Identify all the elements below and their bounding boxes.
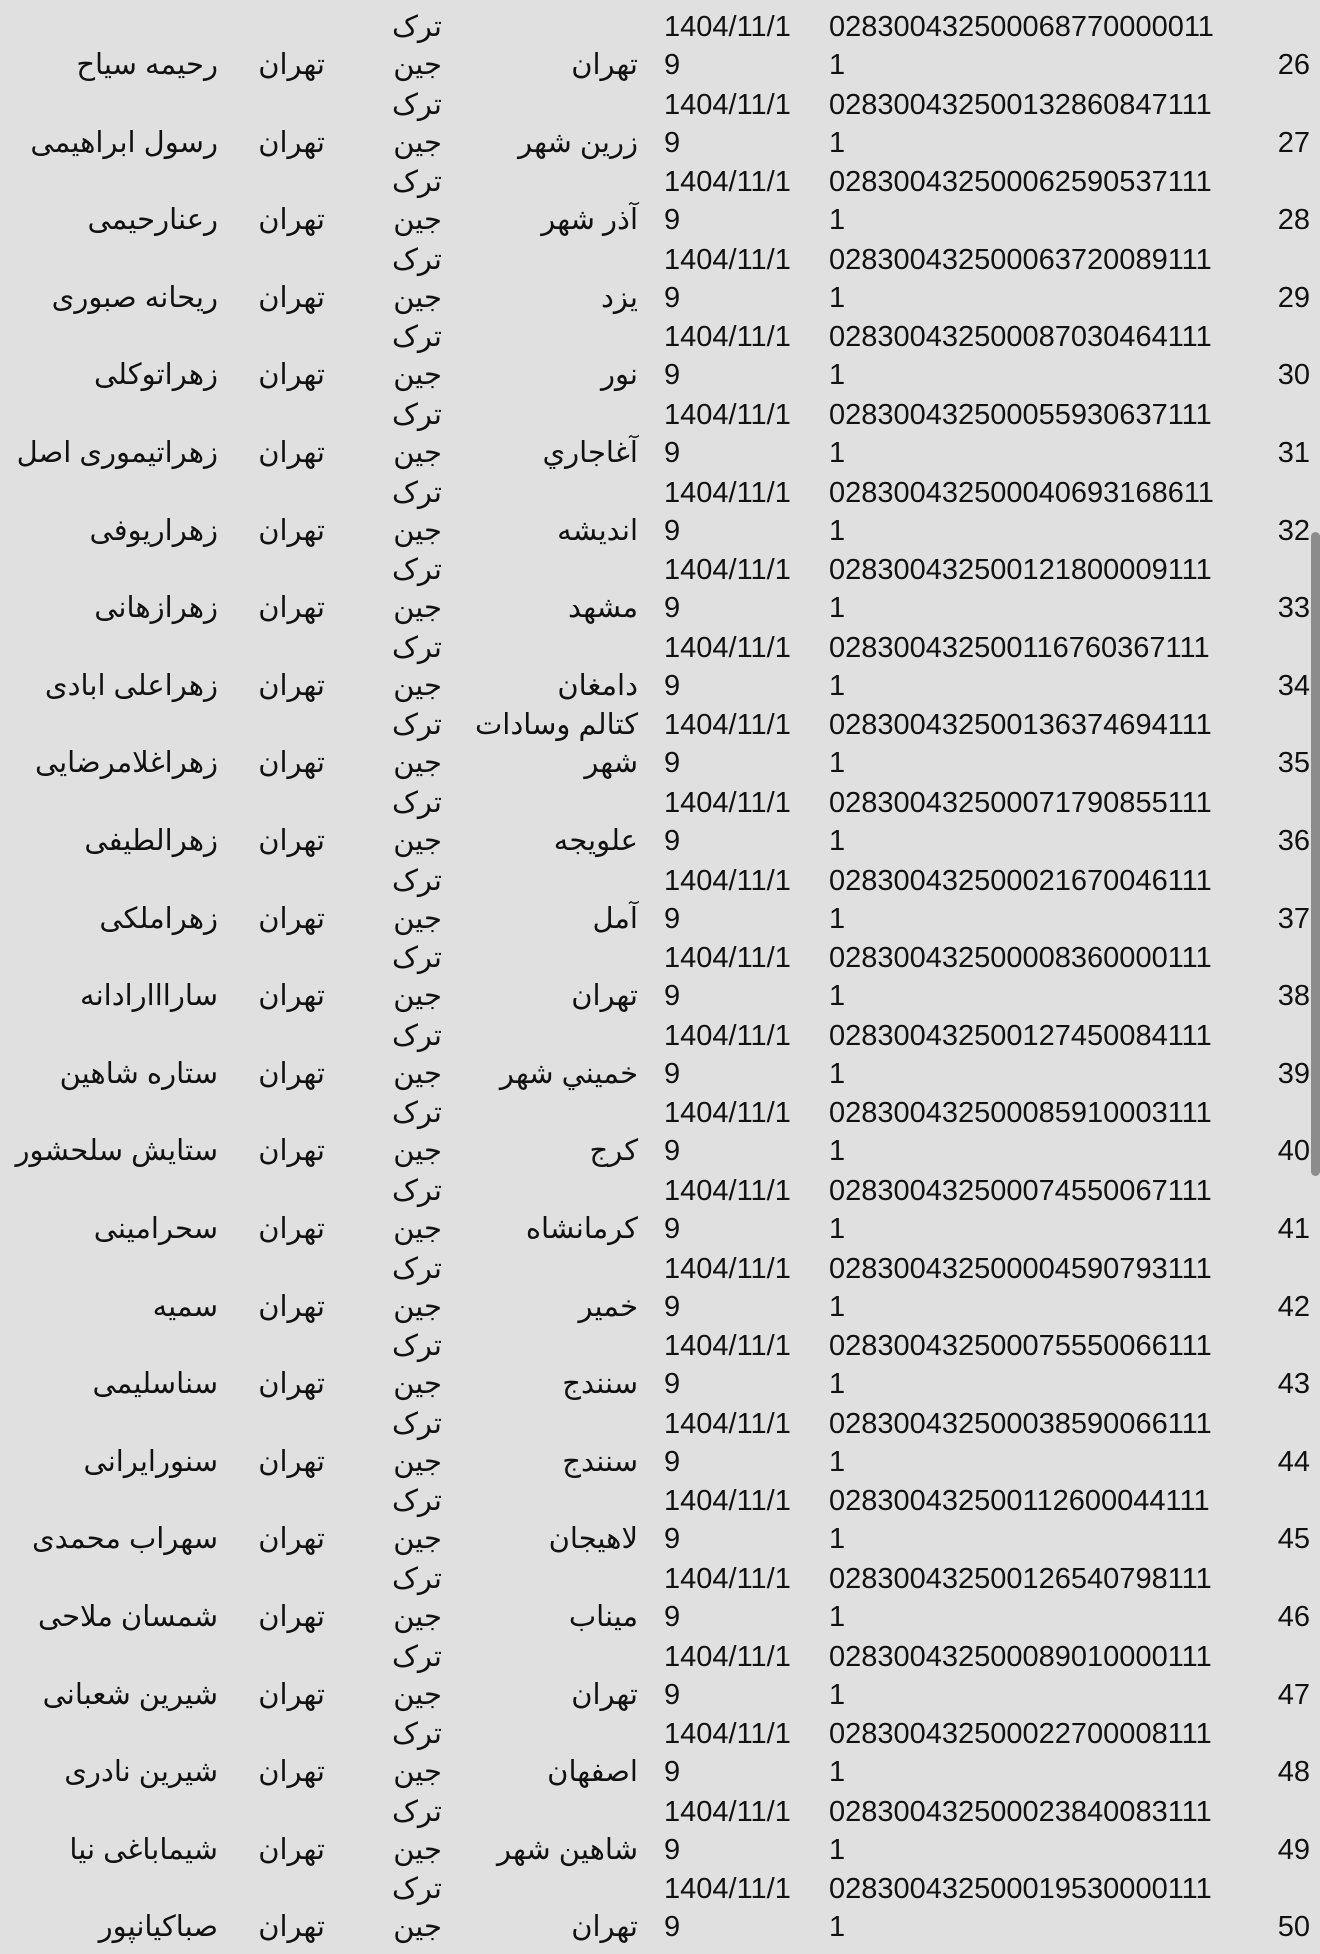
cell-row-number[interactable]: 39 <box>1277 1057 1310 1090</box>
cell-city[interactable]: تهران <box>258 1290 325 1323</box>
cell-date-line2[interactable]: 9 <box>664 825 681 857</box>
table-row[interactable] <box>0 88 1310 170</box>
cell-code-line1[interactable]: 028300432500075550066111 <box>829 1330 1212 1363</box>
cell-place-line2[interactable]: آمل <box>592 902 638 935</box>
cell-row-number[interactable]: 31 <box>1277 437 1310 469</box>
cell-code-line1[interactable]: 028300432500132860847111 <box>829 88 1212 121</box>
cell-date-line2[interactable]: 9 <box>664 1368 681 1401</box>
cell-date-line2[interactable]: 9 <box>664 437 681 469</box>
cell-date-line1[interactable]: 1404/11/1 <box>664 11 791 43</box>
cell-date-line2[interactable]: 9 <box>664 1445 681 1478</box>
table-row[interactable] <box>0 1407 1310 1489</box>
cell-row-number[interactable]: 38 <box>1277 980 1310 1013</box>
cell-type-line1[interactable]: ترک <box>391 1563 442 1595</box>
cell-date-line1[interactable]: 1404/11/1 <box>664 399 791 431</box>
cell-type-line2[interactable]: جین <box>393 204 442 237</box>
cell-date-line1[interactable]: 1404/11/1 <box>664 1640 791 1673</box>
cell-code-line1[interactable]: 028300432500112600044111 <box>829 1485 1210 1518</box>
cell-type-line2[interactable]: جین <box>393 514 442 547</box>
cell-name[interactable]: سناسلیمی <box>92 1368 218 1401</box>
cell-date-line1[interactable]: 1404/11/1 <box>664 1563 791 1595</box>
cell-date-line1[interactable]: 1404/11/1 <box>664 631 791 664</box>
cell-type-line1[interactable]: ترک <box>391 1640 442 1673</box>
cell-row-number[interactable]: 50 <box>1277 1911 1310 1944</box>
cell-type-line2[interactable]: جین <box>393 1833 442 1866</box>
cell-city[interactable]: تهران <box>258 126 325 159</box>
cell-code-line2[interactable]: 1 <box>829 49 846 81</box>
cell-place-line2[interactable]: خمیر <box>578 1290 638 1323</box>
cell-city[interactable]: تهران <box>258 204 325 237</box>
cell-place-line2[interactable]: خميني شهر <box>499 1057 638 1090</box>
cell-city[interactable]: تهران <box>258 437 325 469</box>
cell-name[interactable]: زهرازهانی <box>94 592 218 625</box>
table-row[interactable] <box>0 1330 1310 1411</box>
cell-row-number[interactable]: 46 <box>1277 1601 1310 1633</box>
cell-date-line1[interactable]: 1404/11/1 <box>664 88 791 121</box>
cell-row-number[interactable]: 44 <box>1277 1445 1310 1478</box>
cell-type-line2[interactable]: جین <box>393 1057 442 1090</box>
cell-code-line2[interactable]: 1 <box>829 902 846 935</box>
cell-date-line1[interactable]: 1404/11/1 <box>664 942 791 975</box>
cell-code-line2[interactable]: 1 <box>829 669 846 702</box>
cell-name[interactable]: سنورایرانی <box>83 1445 218 1478</box>
cell-row-number[interactable]: 40 <box>1277 1135 1310 1168</box>
cell-place-line2[interactable]: لاهیجان <box>548 1523 638 1556</box>
cell-name[interactable]: زهراریوفی <box>89 514 218 547</box>
cell-date-line1[interactable]: 1404/11/1 <box>664 321 791 354</box>
cell-type-line1[interactable]: ترک <box>391 1175 442 1207</box>
cell-place-line2[interactable]: نور <box>600 359 638 392</box>
cell-date-line1[interactable]: 1404/11/1 <box>664 1795 791 1828</box>
cell-date-line2[interactable]: 9 <box>664 1213 681 1245</box>
cell-name[interactable]: زهراملکی <box>99 902 218 935</box>
cell-city[interactable]: تهران <box>258 902 325 935</box>
cell-date-line2[interactable]: 9 <box>664 669 681 702</box>
cell-city[interactable]: تهران <box>258 1057 325 1090</box>
cell-date-line2[interactable]: 9 <box>664 1756 681 1789</box>
cell-place-line2[interactable]: سنندج <box>562 1368 638 1401</box>
cell-city[interactable]: تهران <box>258 1368 325 1401</box>
cell-type-line2[interactable]: جین <box>393 49 442 81</box>
cell-date-line1[interactable]: 1404/11/1 <box>664 709 791 742</box>
table-row[interactable] <box>0 864 1310 946</box>
cell-type-line2[interactable]: جین <box>393 669 442 702</box>
cell-date-line1[interactable]: 1404/11/1 <box>664 1485 791 1518</box>
cell-type-line1[interactable]: ترک <box>391 166 442 199</box>
cell-code-line2[interactable]: 1 <box>829 1135 846 1168</box>
table-row[interactable] <box>0 1563 1310 1644</box>
cell-type-line2[interactable]: جین <box>393 126 442 159</box>
cell-name[interactable]: ستاره شاهین <box>59 1057 218 1090</box>
cell-code-line2[interactable]: 1 <box>829 1057 846 1090</box>
cell-type-line2[interactable]: جین <box>393 1135 442 1168</box>
cell-row-number[interactable]: 37 <box>1277 902 1310 935</box>
cell-code-line1[interactable]: 028300432500019530000111 <box>829 1873 1212 1906</box>
cell-city[interactable]: تهران <box>258 1833 325 1866</box>
cell-code-line1[interactable]: 028300432500062590537111 <box>829 166 1212 199</box>
cell-date-line2[interactable]: 9 <box>664 1833 681 1866</box>
cell-code-line1[interactable]: 028300432500089010000111 <box>829 1640 1212 1673</box>
cell-date-line2[interactable]: 9 <box>664 1911 681 1944</box>
cell-date-line2[interactable]: 9 <box>664 747 681 780</box>
cell-city[interactable]: تهران <box>258 1756 325 1789</box>
cell-date-line2[interactable]: 9 <box>664 902 681 935</box>
cell-code-line2[interactable]: 1 <box>829 437 846 469</box>
cell-type-line2[interactable]: جین <box>393 281 442 314</box>
cell-city[interactable]: تهران <box>258 592 325 625</box>
cell-code-line1[interactable]: 028300432500038590066111 <box>829 1407 1212 1440</box>
cell-date-line1[interactable]: 1404/11/1 <box>664 1873 791 1906</box>
cell-date-line1[interactable]: 1404/11/1 <box>664 1407 791 1440</box>
cell-type-line1[interactable]: ترک <box>391 1718 442 1751</box>
cell-place-line2[interactable]: تهران <box>571 49 638 81</box>
cell-code-line2[interactable]: 1 <box>829 1756 846 1789</box>
table-row[interactable] <box>0 476 1310 558</box>
table-row[interactable] <box>0 631 1310 713</box>
cell-code-line1[interactable]: 028300432500004590793111 <box>829 1252 1212 1285</box>
cell-place-line2[interactable]: کرمانشاه <box>525 1213 638 1245</box>
cell-name[interactable]: زهرالطیفی <box>84 825 218 857</box>
cell-code-line1[interactable]: 028300432500116760367111 <box>829 631 1210 664</box>
cell-code-line2[interactable]: 1 <box>829 126 846 159</box>
cell-name[interactable]: رحیمه سیاح <box>76 49 218 81</box>
cell-row-number[interactable]: 27 <box>1277 126 1310 159</box>
cell-place-line2[interactable]: یزد <box>601 281 638 314</box>
cell-city[interactable]: تهران <box>258 1601 325 1633</box>
cell-name[interactable]: شمسان ملاحی <box>37 1601 218 1633</box>
cell-type-line2[interactable]: جین <box>393 825 442 857</box>
cell-place-line2[interactable]: کرج <box>589 1135 638 1168</box>
cell-date-line1[interactable]: 1404/11/1 <box>664 476 791 509</box>
cell-date-line2[interactable]: 9 <box>664 126 681 159</box>
cell-name[interactable]: شیرین نادری <box>64 1756 218 1789</box>
cell-city[interactable]: تهران <box>258 1445 325 1478</box>
cell-date-line1[interactable]: 1404/11/1 <box>664 1097 791 1130</box>
cell-code-line2[interactable]: 1 <box>829 514 846 547</box>
cell-code-line1[interactable]: 028300432500136374694111 <box>829 709 1212 742</box>
cell-code-line2[interactable]: 1 <box>829 1213 846 1245</box>
cell-code-line2[interactable]: 1 <box>829 825 846 857</box>
cell-place-line2[interactable]: علویجه <box>553 825 638 857</box>
cell-date-line2[interactable]: 9 <box>664 1135 681 1168</box>
cell-type-line1[interactable]: ترک <box>391 1873 442 1906</box>
cell-date-line1[interactable]: 1404/11/1 <box>664 1330 791 1363</box>
cell-code-line1[interactable]: 028300432500023840083111 <box>829 1795 1212 1828</box>
cell-type-line2[interactable]: جین <box>393 980 442 1013</box>
cell-city[interactable]: تهران <box>258 1135 325 1168</box>
table-row[interactable] <box>0 1097 1310 1178</box>
cell-date-line2[interactable]: 9 <box>664 1057 681 1090</box>
cell-type-line1[interactable]: ترک <box>391 1330 442 1363</box>
cell-name[interactable]: رسول ابراهیمی <box>30 126 218 159</box>
cell-date-line2[interactable]: 9 <box>664 49 681 81</box>
cell-name[interactable]: صباکیانپور <box>98 1911 218 1944</box>
cell-code-line2[interactable]: 1 <box>829 980 846 1013</box>
cell-row-number[interactable]: 43 <box>1277 1368 1310 1401</box>
cell-code-line2[interactable]: 1 <box>829 1290 846 1323</box>
cell-place-line2[interactable]: آغاجاري <box>542 437 638 469</box>
cell-code-line2[interactable]: 1 <box>829 1833 846 1866</box>
table-row[interactable] <box>0 321 1310 402</box>
cell-row-number[interactable]: 35 <box>1277 747 1310 780</box>
cell-date-line1[interactable]: 1404/11/1 <box>664 787 791 819</box>
cell-code-line1[interactable]: 028300432500127450084111 <box>829 1019 1212 1052</box>
cell-type-line1[interactable]: ترک <box>391 554 442 587</box>
cell-code-line2[interactable]: 1 <box>829 1523 846 1556</box>
cell-type-line2[interactable]: جین <box>393 1445 442 1478</box>
cell-city[interactable]: تهران <box>258 825 325 857</box>
cell-code-line2[interactable]: 1 <box>829 1911 846 1944</box>
cell-city[interactable]: تهران <box>258 1678 325 1711</box>
cell-row-number[interactable]: 45 <box>1277 1523 1310 1556</box>
cell-date-line2[interactable]: 9 <box>664 359 681 392</box>
cell-date-line2[interactable]: 9 <box>664 1290 681 1323</box>
cell-type-line1[interactable]: ترک <box>391 864 442 897</box>
cell-name[interactable]: زهراغلامرضایی <box>34 747 218 780</box>
table-row[interactable] <box>0 1175 1310 1256</box>
cell-code-line2[interactable]: 1 <box>829 1445 846 1478</box>
cell-code-line1[interactable]: 028300432500087030464111 <box>829 321 1212 354</box>
cell-code-line2[interactable]: 1 <box>829 359 846 392</box>
cell-name[interactable]: سهراب محمدی <box>31 1523 218 1556</box>
cell-city[interactable]: تهران <box>258 281 325 314</box>
cell-date-line2[interactable]: 9 <box>664 281 681 314</box>
cell-type-line1[interactable]: ترک <box>391 243 442 276</box>
table-row[interactable] <box>0 1795 1310 1877</box>
cell-name[interactable]: رعنارحیمی <box>87 204 218 237</box>
cell-row-number[interactable]: 47 <box>1277 1678 1310 1711</box>
cell-date-line2[interactable]: 9 <box>664 514 681 547</box>
cell-date-line1[interactable]: 1404/11/1 <box>664 554 791 587</box>
cell-row-number[interactable]: 34 <box>1277 669 1310 702</box>
cell-type-line2[interactable]: جین <box>393 437 442 469</box>
cell-type-line1[interactable]: ترک <box>391 1795 442 1828</box>
cell-row-number[interactable]: 33 <box>1277 592 1310 625</box>
cell-code-line1[interactable]: 028300432500121800009111 <box>829 554 1212 587</box>
cell-type-line1[interactable]: ترک <box>391 476 442 509</box>
cell-name[interactable]: سمیه <box>152 1290 218 1323</box>
cell-date-line2[interactable]: 9 <box>664 204 681 237</box>
cell-place-line2[interactable]: تهران <box>571 1911 638 1944</box>
cell-type-line1[interactable]: ترک <box>391 631 442 664</box>
cell-date-line1[interactable]: 1404/11/1 <box>664 1718 791 1751</box>
cell-place-line2[interactable]: تهران <box>571 1678 638 1711</box>
cell-row-number[interactable]: 29 <box>1277 281 1310 314</box>
cell-code-line2[interactable]: 1 <box>829 204 846 237</box>
cell-city[interactable]: تهران <box>258 1213 325 1245</box>
cell-type-line2[interactable]: جین <box>393 359 442 392</box>
cell-place-line2[interactable]: اندیشه <box>557 514 638 547</box>
cell-row-number[interactable]: 26 <box>1277 49 1310 81</box>
cell-date-line1[interactable]: 1404/11/1 <box>664 1019 791 1052</box>
cell-row-number[interactable]: 42 <box>1277 1290 1310 1323</box>
cell-type-line1[interactable]: ترک <box>391 1252 442 1285</box>
vertical-scrollbar-thumb[interactable] <box>1311 532 1320 1176</box>
table-row[interactable] <box>0 166 1310 247</box>
table-row[interactable] <box>0 399 1310 480</box>
cell-place-line2[interactable]: شاهین شهر <box>497 1833 638 1866</box>
cell-date-line2[interactable]: 9 <box>664 1678 681 1711</box>
cell-type-line1[interactable]: ترک <box>391 88 442 121</box>
cell-row-number[interactable]: 30 <box>1277 359 1310 392</box>
cell-place-line2[interactable]: دامغان <box>557 669 638 702</box>
cell-type-line1[interactable]: ترک <box>391 1407 442 1440</box>
cell-name[interactable]: سحرامینی <box>93 1213 218 1245</box>
cell-type-line2[interactable]: جین <box>393 902 442 935</box>
cell-place-line1[interactable]: کتالم وسادات <box>475 709 638 742</box>
cell-code-line1[interactable]: 028300432500074550067111 <box>829 1175 1212 1207</box>
cell-place-line2[interactable]: تهران <box>571 980 638 1013</box>
cell-code-line1[interactable]: 028300432500055930637111 <box>829 399 1212 431</box>
cell-type-line2[interactable]: جین <box>393 1601 442 1633</box>
table-row[interactable] <box>0 11 1310 92</box>
cell-place-line2[interactable]: زرین شهر <box>518 126 638 159</box>
cell-code-line1[interactable]: 028300432500071790855111 <box>829 787 1212 819</box>
cell-code-line2[interactable]: 1 <box>829 1368 846 1401</box>
cell-type-line2[interactable]: جین <box>393 1213 442 1245</box>
cell-type-line1[interactable]: ترک <box>391 1485 442 1518</box>
cell-code-line2[interactable]: 1 <box>829 747 846 780</box>
table-row[interactable] <box>0 1485 1310 1566</box>
cell-place-line2[interactable]: آذر شهر <box>541 204 638 237</box>
cell-type-line2[interactable]: جین <box>393 1911 442 1944</box>
cell-date-line2[interactable]: 9 <box>664 1523 681 1556</box>
cell-code-line1[interactable]: 028300432500040693168611 <box>829 476 1214 509</box>
cell-name[interactable]: شیماباغی نیا <box>69 1833 218 1866</box>
cell-type-line2[interactable]: جین <box>393 1290 442 1323</box>
cell-type-line1[interactable]: ترک <box>391 1019 442 1052</box>
cell-row-number[interactable]: 41 <box>1277 1213 1310 1245</box>
cell-name[interactable]: ریحانه صبوری <box>51 281 218 314</box>
cell-date-line1[interactable]: 1404/11/1 <box>664 1175 791 1207</box>
cell-type-line1[interactable]: ترک <box>391 321 442 354</box>
cell-place-line2[interactable]: مشهد <box>568 592 638 625</box>
cell-date-line2[interactable]: 9 <box>664 980 681 1013</box>
table-row[interactable] <box>0 1252 1310 1334</box>
cell-city[interactable]: تهران <box>258 669 325 702</box>
cell-place-line2[interactable]: شهر <box>584 747 638 780</box>
cell-city[interactable]: تهران <box>258 49 325 81</box>
table-row[interactable] <box>0 942 1310 1023</box>
table-row[interactable] <box>0 1718 1310 1799</box>
cell-place-line2[interactable]: میناب <box>568 1601 638 1633</box>
cell-code-line1[interactable]: 028300432500063720089111 <box>829 243 1212 276</box>
cell-code-line1[interactable]: 028300432500126540798111 <box>829 1563 1212 1595</box>
cell-city[interactable]: تهران <box>258 1911 325 1944</box>
cell-city[interactable]: تهران <box>258 1523 325 1556</box>
cell-code-line2[interactable]: 1 <box>829 1678 846 1711</box>
cell-city[interactable]: تهران <box>258 514 325 547</box>
cell-type-line2[interactable]: جین <box>393 1678 442 1711</box>
cell-code-line2[interactable]: 1 <box>829 281 846 314</box>
cell-name[interactable]: سارااارادانه <box>80 980 218 1013</box>
cell-code-line1[interactable]: 028300432500021670046111 <box>829 864 1212 897</box>
cell-type-line2[interactable]: جین <box>393 1756 442 1789</box>
table-row[interactable] <box>0 554 1310 635</box>
cell-date-line1[interactable]: 1404/11/1 <box>664 864 791 897</box>
cell-type-line2[interactable]: جین <box>393 1368 442 1401</box>
cell-type-line1[interactable]: ترک <box>391 11 442 43</box>
cell-place-line2[interactable]: سنندج <box>562 1445 638 1478</box>
cell-row-number[interactable]: 28 <box>1277 204 1310 237</box>
table-row[interactable] <box>0 709 1310 790</box>
cell-type-line2[interactable]: جین <box>393 1523 442 1556</box>
table-row[interactable] <box>0 243 1310 325</box>
cell-place-line2[interactable]: اصفهان <box>547 1756 638 1789</box>
cell-code-line1[interactable]: 028300432500085910003111 <box>829 1097 1212 1130</box>
cell-code-line2[interactable]: 1 <box>829 592 846 625</box>
cell-row-number[interactable]: 36 <box>1277 825 1310 857</box>
cell-name[interactable]: ستایش سلحشور <box>15 1135 218 1168</box>
cell-type-line1[interactable]: ترک <box>391 399 442 431</box>
cell-date-line1[interactable]: 1404/11/1 <box>664 243 791 276</box>
cell-date-line1[interactable]: 1404/11/1 <box>664 166 791 199</box>
cell-name[interactable]: شیرین شعبانی <box>42 1678 218 1711</box>
cell-type-line1[interactable]: ترک <box>391 942 442 975</box>
cell-date-line2[interactable]: 9 <box>664 592 681 625</box>
cell-name[interactable]: زهراعلی ابادی <box>44 669 218 702</box>
cell-row-number[interactable]: 32 <box>1277 514 1310 547</box>
cell-code-line1[interactable]: 028300432500022700008111 <box>829 1718 1212 1751</box>
cell-row-number[interactable]: 48 <box>1277 1756 1310 1789</box>
cell-type-line1[interactable]: ترک <box>391 709 442 742</box>
cell-code-line1[interactable]: 028300432500068770000011 <box>829 11 1214 43</box>
cell-name[interactable]: زهراتوکلی <box>94 359 218 392</box>
cell-code-line1[interactable]: 028300432500008360000111 <box>829 942 1212 975</box>
table-row[interactable] <box>0 1640 1310 1722</box>
cell-city[interactable]: تهران <box>258 980 325 1013</box>
cell-date-line1[interactable]: 1404/11/1 <box>664 1252 791 1285</box>
table-row[interactable] <box>0 1019 1310 1101</box>
cell-code-line2[interactable]: 1 <box>829 1601 846 1633</box>
cell-name[interactable]: زهراتیموری اصل <box>16 437 218 469</box>
cell-city[interactable]: تهران <box>258 747 325 780</box>
cell-type-line2[interactable]: جین <box>393 592 442 625</box>
cell-city[interactable]: تهران <box>258 359 325 392</box>
cell-date-line2[interactable]: 9 <box>664 1601 681 1633</box>
cell-row-number[interactable]: 49 <box>1277 1833 1310 1866</box>
cell-type-line2[interactable]: جین <box>393 747 442 780</box>
table-row[interactable] <box>0 787 1310 868</box>
cell-type-line1[interactable]: ترک <box>391 787 442 819</box>
table-row[interactable] <box>0 1873 1310 1954</box>
cell-type-line1[interactable]: ترک <box>391 1097 442 1130</box>
